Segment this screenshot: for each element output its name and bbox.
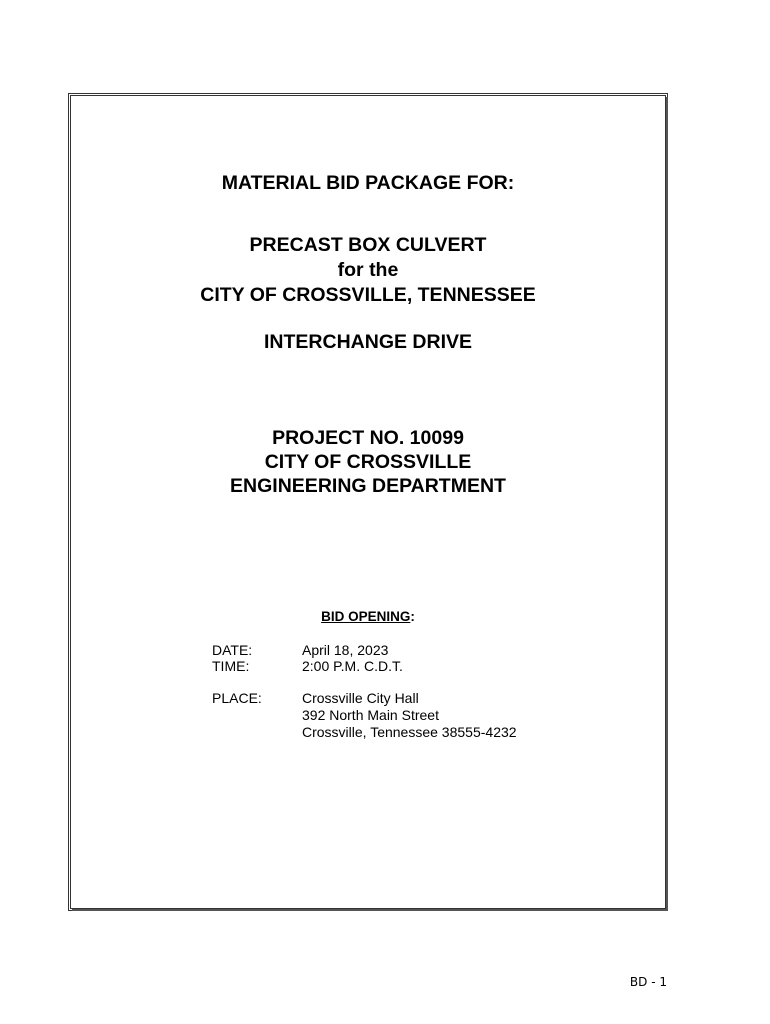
time-value: 2:00 P.M. C.D.T. <box>302 658 403 674</box>
bid-opening-heading <box>71 609 665 624</box>
location-title: INTERCHANGE DRIVE <box>263 331 473 353</box>
bid-opening-label: BID OPENING <box>321 609 411 624</box>
project-number: PROJECT NO. 10099 <box>272 427 464 449</box>
project-title-line-1: PRECAST BOX CULVERT <box>249 234 487 256</box>
place-line-3: Crossville, Tennessee 38555-4232 <box>302 724 517 740</box>
date-label: DATE: <box>212 642 253 658</box>
place-label: PLACE: <box>212 690 262 706</box>
city-name: CITY OF CROSSVILLE <box>264 451 472 473</box>
bid-opening-colon: : <box>410 609 415 624</box>
department-name: ENGINEERING DEPARTMENT <box>230 475 506 497</box>
project-title-line-3: CITY OF CROSSVILLE, TENNESSEE <box>200 284 536 306</box>
bid-package-heading: MATERIAL BID PACKAGE FOR: <box>221 172 515 194</box>
place-line-1: Crossville City Hall <box>302 690 419 706</box>
time-label: TIME: <box>212 658 250 674</box>
project-title-line-2: for the <box>337 259 399 281</box>
page-number: BD - 1 <box>629 975 667 989</box>
cover-frame <box>68 93 668 911</box>
place-line-2: 392 North Main Street <box>302 707 439 723</box>
date-value: April 18, 2023 <box>302 642 389 658</box>
